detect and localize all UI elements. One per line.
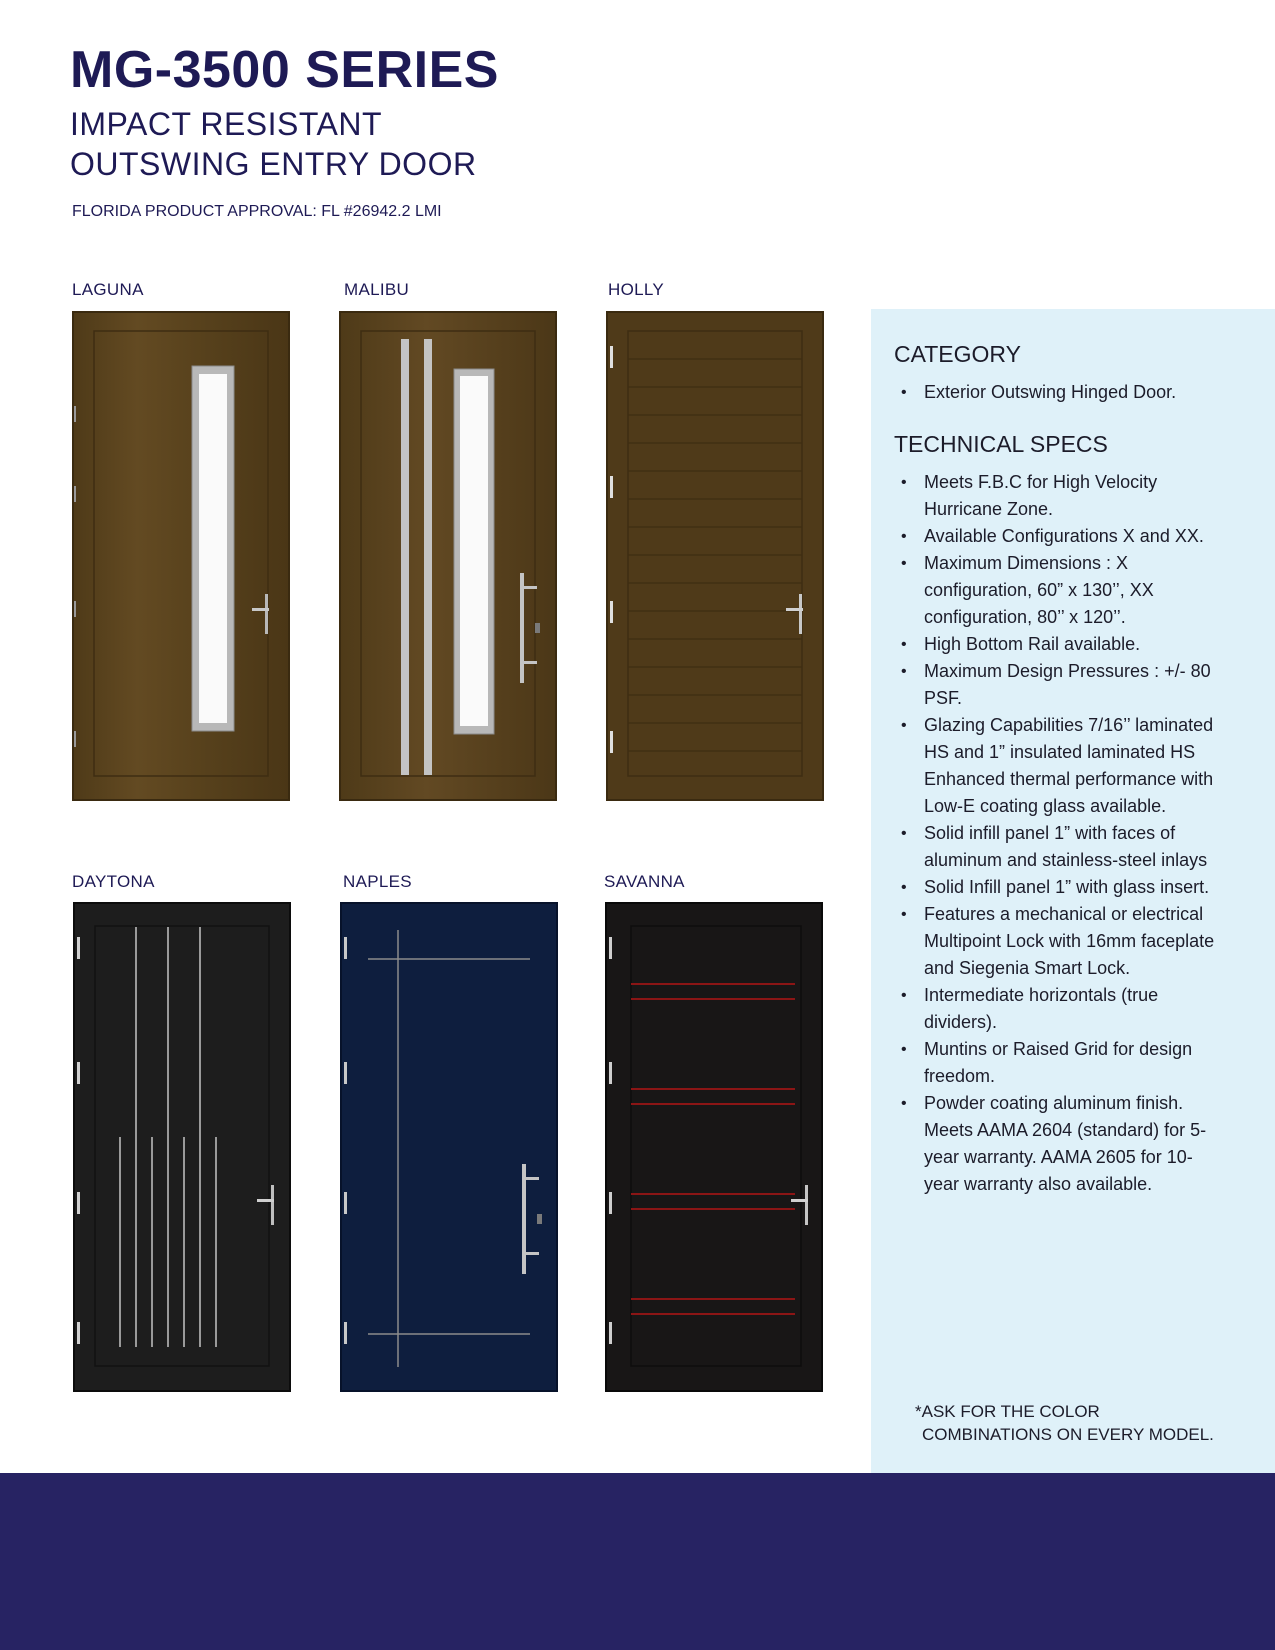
door-image-daytona <box>73 902 291 1392</box>
category-item: • Exterior Outswing Hinged Door. <box>894 379 1224 406</box>
color-note-line-1: *ASK FOR THE COLOR <box>915 1402 1100 1421</box>
color-note <box>915 1400 1245 1446</box>
footer-band <box>0 1473 1275 1650</box>
subtitle-line-2: OUTSWING ENTRY DOOR <box>70 146 477 182</box>
spec-item: • Glazing Capabilities 7/16’’ laminated HS and 1” insulated laminated HS Enhanced thermal performance with Low-E coating glass available. <box>894 712 1224 820</box>
spec-item: • High Bottom Rail available. <box>894 631 1224 658</box>
door-image-malibu <box>339 311 557 801</box>
spec-item: • Muntins or Raised Grid for design freedom. <box>894 1036 1224 1090</box>
page-subtitle <box>70 104 477 184</box>
spec-item: • Solid infill panel 1” with faces of aluminum and stainless-steel inlays <box>894 820 1224 874</box>
door-label-holly: HOLLY <box>608 280 664 299</box>
spec-item: • Maximum Design Pressures : +/- 80 PSF. <box>894 658 1224 712</box>
spec-item: • Powder coating aluminum finish. Meets AAMA 2604 (standard) for 5-year warranty. AAMA 2605 for 10-year warranty also available. <box>894 1090 1224 1198</box>
category-heading: CATEGORY <box>894 341 1021 367</box>
technical-specs-list <box>894 469 1224 1198</box>
florida-approval: FLORIDA PRODUCT APPROVAL: FL #26942.2 LMI <box>72 203 442 220</box>
door-label-laguna: LAGUNA <box>72 280 144 299</box>
spec-item: • Maximum Dimensions : X configuration, 60” x 130’’, XX configuration, 80’’ x 120’’. <box>894 550 1224 631</box>
door-label-savanna: SAVANNA <box>604 872 685 891</box>
color-note-line-2: COMBINATIONS ON EVERY MODEL. <box>922 1425 1214 1444</box>
spec-item: • Intermediate horizontals (true dividers). <box>894 982 1224 1036</box>
door-label-malibu: MALIBU <box>344 280 410 299</box>
door-label-naples: NAPLES <box>343 872 412 891</box>
spec-item: • Solid Infill panel 1” with glass insert. <box>894 874 1224 901</box>
category-list <box>894 379 1224 406</box>
door-image-laguna <box>72 311 290 801</box>
subtitle-line-1: IMPACT RESISTANT <box>70 106 383 142</box>
technical-specs-heading: TECHNICAL SPECS <box>894 431 1108 457</box>
door-label-daytona: DAYTONA <box>72 872 155 891</box>
specs-panel <box>871 309 1275 1473</box>
door-image-naples <box>340 902 558 1392</box>
page-title: MG-3500 SERIES <box>70 41 499 99</box>
spec-item: • Features a mechanical or electrical Multipoint Lock with 16mm faceplate and Siegenia Smart Lock. <box>894 901 1224 982</box>
door-image-holly <box>606 311 824 801</box>
spec-item: • Meets F.B.C for High Velocity Hurricane Zone. <box>894 469 1224 523</box>
spec-item: • Available Configurations X and XX. <box>894 523 1224 550</box>
door-image-savanna <box>605 902 823 1392</box>
